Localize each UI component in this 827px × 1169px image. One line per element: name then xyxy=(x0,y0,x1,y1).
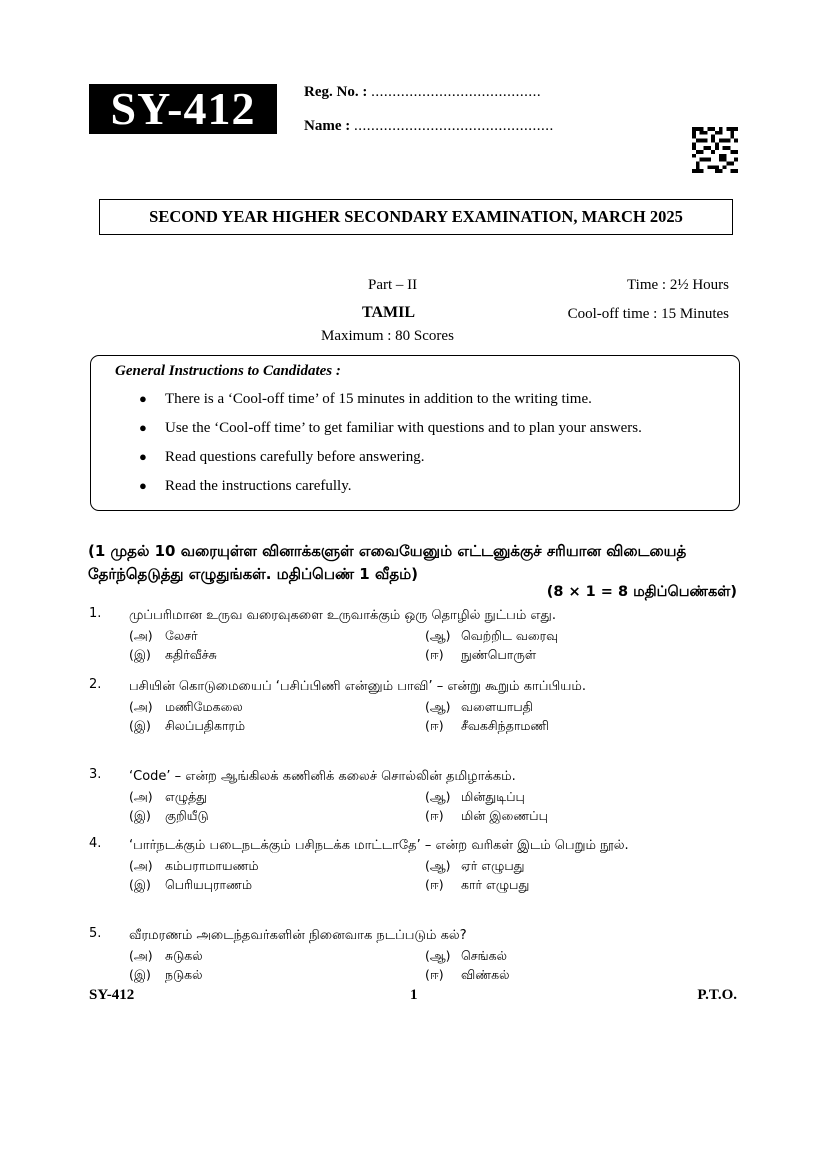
instruction-item: ● Read questions carefully before answering. xyxy=(139,449,642,478)
pto-label: P.T.O. xyxy=(697,987,737,1003)
reg-no-field xyxy=(304,84,541,101)
page-number: 1 xyxy=(410,987,418,1003)
option-label: (அ) xyxy=(129,789,153,804)
reg-no-label: Reg. No. : xyxy=(304,84,368,100)
option-text: சீவகசிந்தாமணி xyxy=(461,718,550,733)
instruction-item: ● Use the ‘Cool-off time’ to get familiar with questions and to plan your answers. xyxy=(139,420,642,449)
option-text: கதிர்வீச்சு xyxy=(165,647,217,662)
option-text: பெரியபுராணம் xyxy=(165,877,252,892)
question-item xyxy=(89,836,739,894)
footer-code: SY-412 xyxy=(89,987,135,1003)
qr-code-icon xyxy=(692,127,738,173)
question-number: 3. xyxy=(89,767,102,782)
option-text: ஏர் எழுபது xyxy=(461,858,525,873)
option-label: (ஆ) xyxy=(425,628,451,643)
option-text: வளையாபதி xyxy=(461,699,533,714)
answer-options xyxy=(129,787,739,825)
answer-options xyxy=(129,856,739,894)
answer-option xyxy=(425,626,685,645)
answer-option xyxy=(425,645,685,664)
exam-title: SECOND YEAR HIGHER SECONDARY EXAMINATION, MARCH 2025 xyxy=(99,199,733,235)
option-text: மணிமேகலை xyxy=(165,699,243,714)
instruction-item: ● There is a ‘Cool-off time’ of 15 minutes in addition to the writing time. xyxy=(139,391,642,420)
cooloff-label: Cool-off time : 15 Minutes xyxy=(567,306,729,322)
answer-option xyxy=(425,697,685,716)
question-item xyxy=(89,677,739,735)
option-label: (அ) xyxy=(129,948,153,963)
instructions-list xyxy=(139,391,642,507)
time-label: Time : 2½ Hours xyxy=(627,277,729,293)
option-text: லேசர் xyxy=(165,628,198,643)
option-label: (ஈ) xyxy=(425,718,444,733)
option-label: (ஆ) xyxy=(425,699,451,714)
option-text: மின் இணைப்பு xyxy=(461,808,548,823)
paper-code: SY-412 xyxy=(89,84,277,134)
option-label: (இ) xyxy=(129,808,151,823)
instruction-item: ● Read the instructions carefully. xyxy=(139,478,642,507)
option-text: குறியீடு xyxy=(165,808,209,823)
reg-no-dots: ........................................ xyxy=(371,84,542,100)
question-text: பசியின் கொடுமையைப் ‘பசிப்பிணி என்னும் பாவி’ – என்று கூறும் காப்பியம். xyxy=(129,679,586,694)
option-label: (ஈ) xyxy=(425,877,444,892)
section-heading: (1 முதல் 10 வரையுள்ள வினாக்களுள் எவையேனும் எட்டனுக்குச் சரியான விடையைத் தேர்ந்தெடுத்து எழுதுங்கள். மதிப்பெண் 1 வீதம்) xyxy=(88,542,687,583)
answer-options xyxy=(129,626,739,664)
answer-option xyxy=(129,965,425,984)
option-label: (இ) xyxy=(129,718,151,733)
option-text: கார் எழுபது xyxy=(461,877,530,892)
option-label: (அ) xyxy=(129,858,153,873)
answer-option xyxy=(129,875,425,894)
answer-option xyxy=(129,806,425,825)
answer-options xyxy=(129,946,739,984)
option-text: விண்கல் xyxy=(461,967,510,982)
instructions-title: General Instructions to Candidates : xyxy=(115,363,341,379)
option-label: (ஆ) xyxy=(425,858,451,873)
option-text: சிலப்பதிகாரம் xyxy=(165,718,246,733)
option-label: (ஈ) xyxy=(425,808,444,823)
option-label: (ஈ) xyxy=(425,967,444,982)
answer-option xyxy=(425,806,685,825)
option-label: (இ) xyxy=(129,967,151,982)
question-text: முப்பரிமான உருவ வரைவுகளை உருவாக்கும் ஒரு தொழில் நுட்பம் எது. xyxy=(129,608,556,623)
answer-option xyxy=(425,716,685,735)
name-dots: ............................................... xyxy=(353,118,554,134)
option-text: மின்துடிப்பு xyxy=(461,789,525,804)
answer-option xyxy=(425,856,685,875)
option-label: (ஆ) xyxy=(425,789,451,804)
section-marks: (8 × 1 = 8 மதிப்பெண்கள்) xyxy=(546,584,737,600)
answer-option xyxy=(129,626,425,645)
option-label: (ஆ) xyxy=(425,948,451,963)
answer-option xyxy=(425,875,685,894)
question-text: ‘Code’ – என்ற ஆங்கிலக் கணினிக் கலைச் சொல்லின் தமிழாக்கம். xyxy=(129,769,516,784)
option-label: (இ) xyxy=(129,647,151,662)
max-score-label: Maximum : 80 Scores xyxy=(321,328,454,344)
answer-option xyxy=(425,946,685,965)
question-number: 4. xyxy=(89,836,102,851)
question-number: 2. xyxy=(89,677,102,692)
option-text: வெற்றிட வரைவு xyxy=(461,628,559,643)
answer-option xyxy=(129,716,425,735)
option-label: (இ) xyxy=(129,877,151,892)
answer-option xyxy=(129,856,425,875)
option-label: (ஈ) xyxy=(425,647,444,662)
answer-option xyxy=(425,787,685,806)
instructions-box xyxy=(90,355,740,511)
answer-option xyxy=(129,645,425,664)
question-number: 5. xyxy=(89,926,102,941)
question-item xyxy=(89,606,739,664)
answer-option xyxy=(129,787,425,806)
option-label: (அ) xyxy=(129,628,153,643)
question-text: வீரமரணம் அடைந்தவர்களின் நினைவாக நடப்படும் கல்? xyxy=(129,928,467,943)
option-text: சுடுகல் xyxy=(165,948,203,963)
option-text: எழுத்து xyxy=(165,789,208,804)
part-label: Part – II xyxy=(368,277,418,293)
subject-title: TAMIL xyxy=(362,304,416,321)
answer-option xyxy=(129,697,425,716)
option-text: கம்பராமாயணம் xyxy=(165,858,259,873)
option-text: செங்கல் xyxy=(461,948,507,963)
answer-option xyxy=(129,946,425,965)
answer-options xyxy=(129,697,739,735)
answer-option xyxy=(425,965,685,984)
question-item xyxy=(89,926,739,984)
option-text: நுண்பொருள் xyxy=(461,647,537,662)
name-label: Name : xyxy=(304,118,351,134)
question-text: ‘பார்நடக்கும் படைநடக்கும் பசிநடக்க மாட்டாதே’ – என்ற வரிகள் இடம் பெறும் நூல். xyxy=(129,838,629,853)
option-text: நடுகல் xyxy=(165,967,203,982)
name-field xyxy=(304,118,554,135)
option-label: (அ) xyxy=(129,699,153,714)
question-number: 1. xyxy=(89,606,102,621)
question-item xyxy=(89,767,739,825)
